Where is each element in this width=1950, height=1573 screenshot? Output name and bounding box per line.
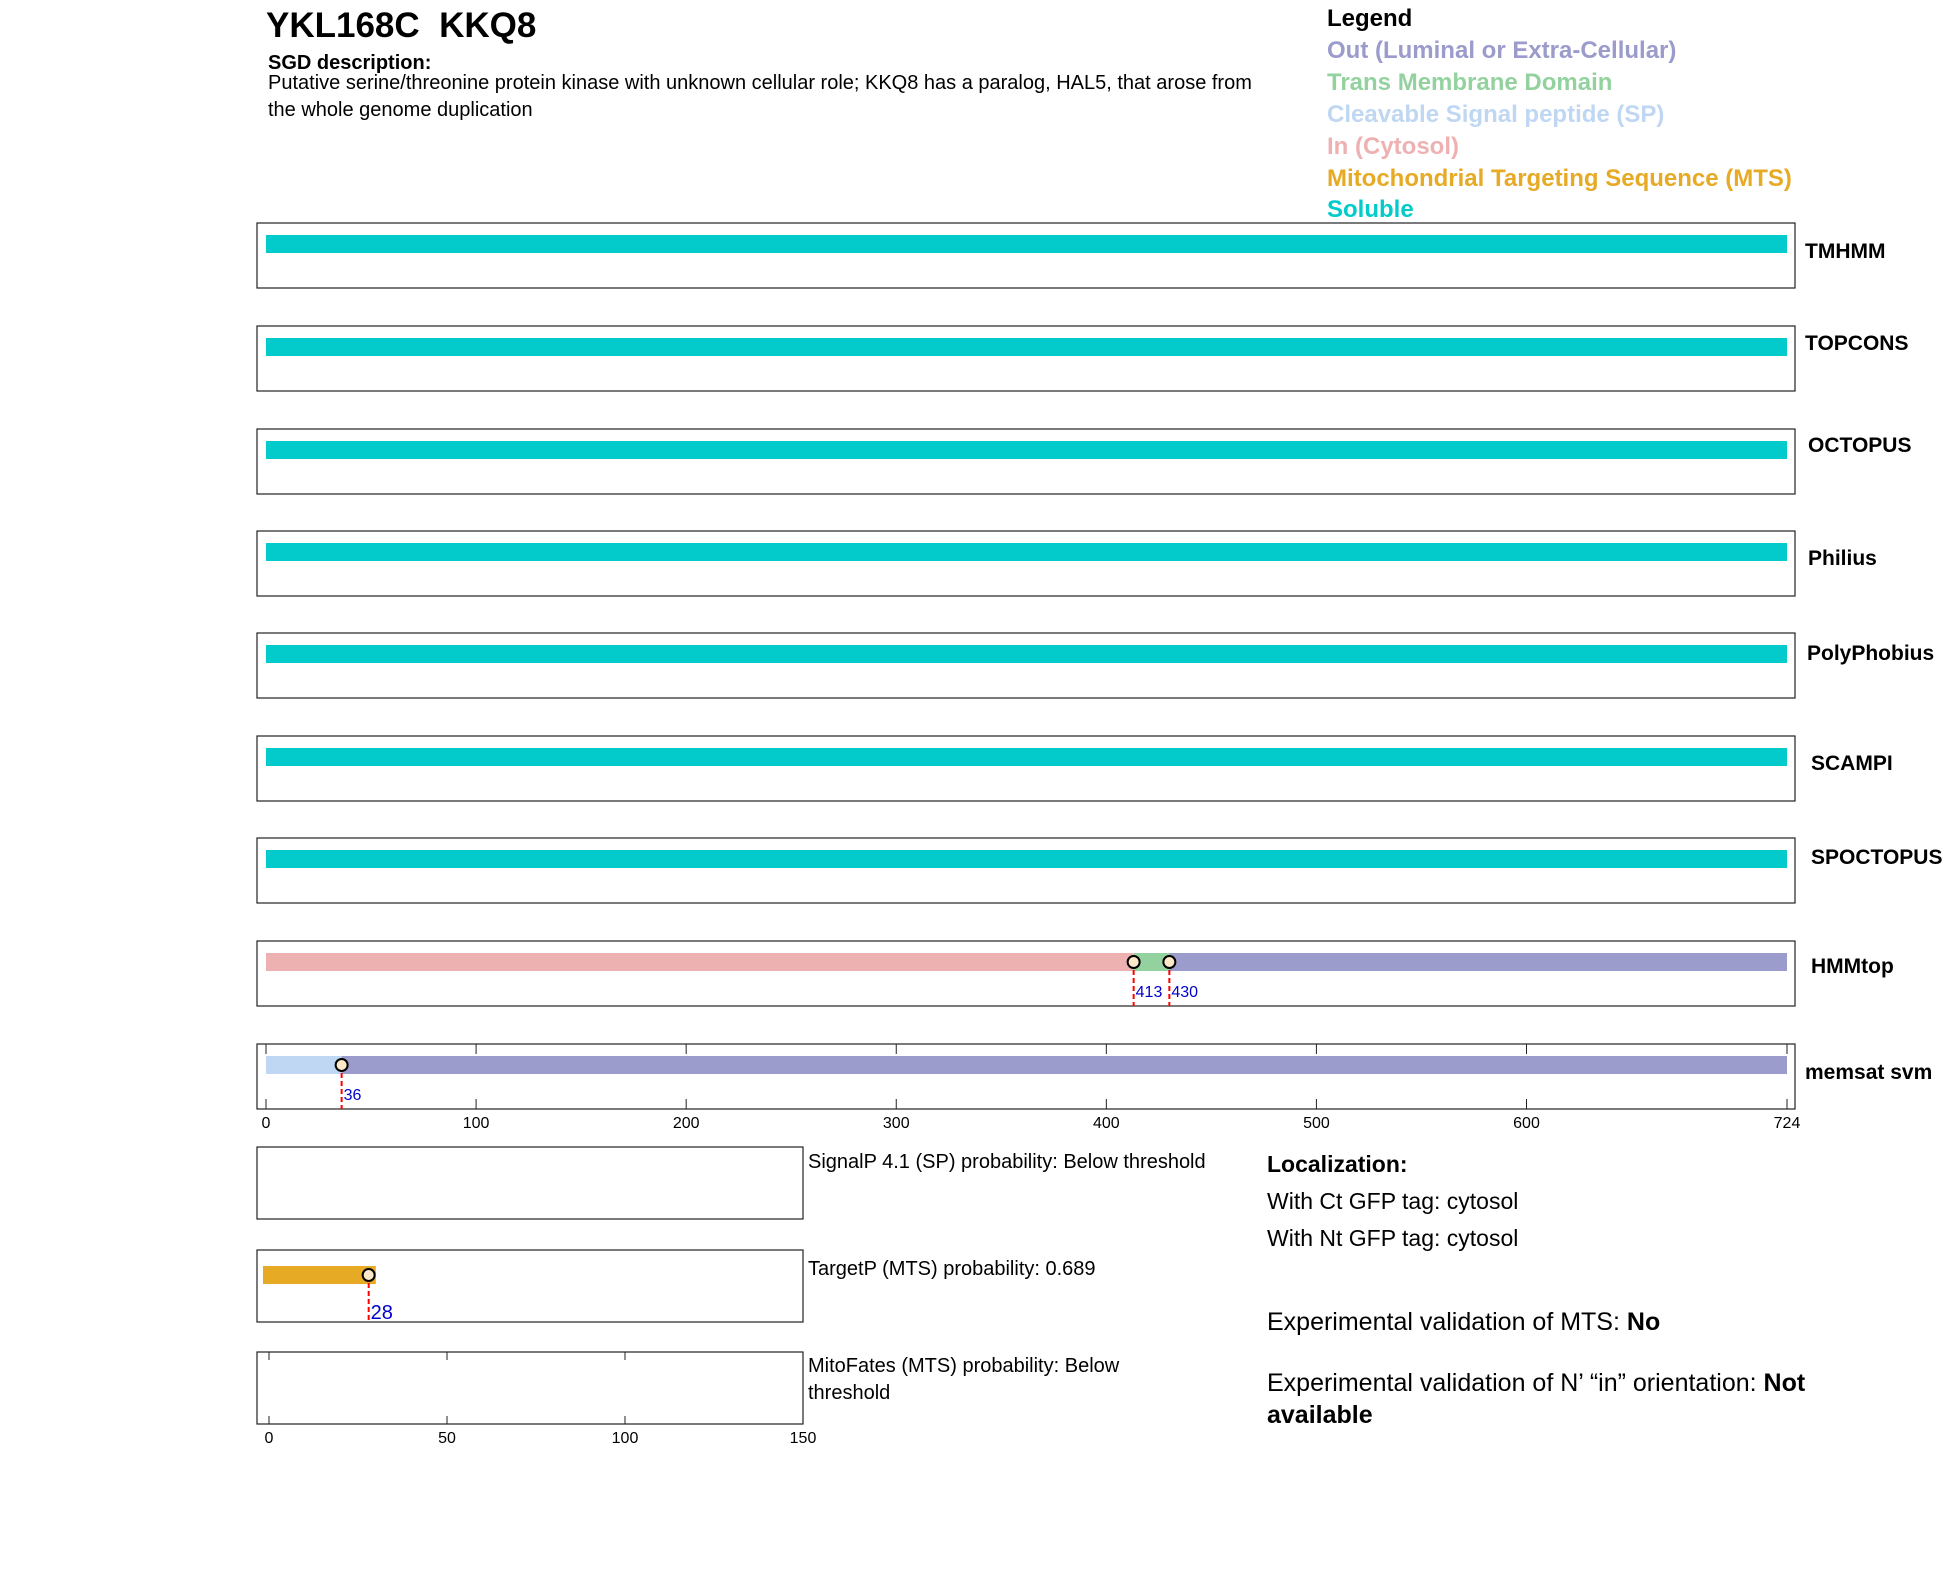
sgd-description-text: Putative serine/threonine protein kinase with unknown cellular role; KKQ8 has a paralog, HAL5, that arose from the whole genome duplication	[268, 72, 1252, 121]
small-tick-label-1: 50	[438, 1430, 456, 1447]
tick-label-6: 600	[1513, 1115, 1540, 1132]
marker-label-hmmtop-1: 430	[1171, 984, 1199, 1001]
legend-item-out: Out (Luminal or Extra-Cellular)	[1327, 37, 1677, 64]
track-box-polyphobius	[257, 633, 1795, 698]
marker-label-memsat-svm-0: 36	[343, 1087, 362, 1104]
small-box-mitofates	[257, 1352, 803, 1424]
signalp-text: SignalP 4.1 (SP) probability: Below threshold	[808, 1151, 1206, 1173]
small-box-signalp	[257, 1147, 803, 1219]
track-label-scampi: SCAMPI	[1811, 752, 1893, 775]
experimental-mts-label: Experimental validation of MTS:	[1267, 1308, 1627, 1336]
segment-topcons-0	[266, 338, 1787, 356]
tick-label-5: 500	[1303, 1115, 1330, 1132]
experimental-nin-label: Experimental validation of N’ “in” orientation:	[1267, 1369, 1764, 1397]
small-segment-targetp-0	[263, 1266, 376, 1284]
segment-memsat-svm-1	[342, 1056, 1787, 1074]
track-box-spoctopus	[257, 838, 1795, 903]
small-tick-label-3: 150	[789, 1430, 817, 1447]
tick-label-1: 100	[462, 1115, 490, 1132]
small-marker-label-targetp-0: 28	[370, 1302, 393, 1324]
track-box-hmmtop	[257, 941, 1795, 1006]
segment-hmmtop-0	[266, 953, 1134, 971]
localization-ct: With Ct GFP tag: cytosol	[1267, 1188, 1519, 1214]
marker-circle-hmmtop-1	[1163, 956, 1175, 968]
gene-title: YKL168C KKQ8	[266, 6, 537, 45]
track-box-philius	[257, 531, 1795, 596]
tick-label-2: 200	[672, 1115, 700, 1132]
localization-title: Localization:	[1267, 1151, 1408, 1177]
marker-circle-hmmtop-0	[1128, 956, 1140, 968]
segment-memsat-svm-0	[266, 1056, 342, 1074]
legend-item-soluble: Soluble	[1327, 196, 1414, 223]
legend-item-in: In (Cytosol)	[1327, 133, 1459, 160]
tick-label-0: 0	[261, 1115, 271, 1132]
marker-label-hmmtop-0: 413	[1135, 984, 1163, 1001]
marker-circle-memsat-svm-0	[336, 1059, 348, 1071]
track-box-scampi	[257, 736, 1795, 801]
segment-spoctopus-0	[266, 850, 1787, 868]
track-label-memsat-svm: memsat svm	[1805, 1061, 1933, 1084]
track-box-memsat-svm	[257, 1044, 1795, 1109]
track-box-tmhmm	[257, 223, 1795, 288]
track-label-polyphobius: PolyPhobius	[1807, 642, 1935, 665]
segment-tmhmm-0	[266, 235, 1787, 253]
experimental-mts	[1267, 1308, 1660, 1337]
mitofates-text: MitoFates (MTS) probability: Below threshold	[808, 1355, 1120, 1404]
track-label-topcons: TOPCONS	[1805, 332, 1909, 355]
experimental-mts-value: No	[1626, 1308, 1661, 1336]
tick-label-4: 400	[1092, 1115, 1120, 1132]
targetp-text: TargetP (MTS) probability: 0.689	[808, 1258, 1096, 1280]
segment-polyphobius-0	[266, 645, 1787, 663]
legend-item-tm: Trans Membrane Domain	[1327, 69, 1613, 96]
track-label-hmmtop: HMMtop	[1811, 955, 1894, 978]
small-tick-label-0: 0	[264, 1430, 274, 1447]
track-box-topcons	[257, 326, 1795, 391]
experimental-nin-value: Not available	[1267, 1369, 1806, 1429]
track-label-tmhmm: TMHMM	[1805, 240, 1886, 263]
localization-nt: With Nt GFP tag: cytosol	[1267, 1225, 1519, 1251]
segment-scampi-0	[266, 748, 1787, 766]
tick-label-3: 300	[882, 1115, 910, 1132]
segment-philius-0	[266, 543, 1787, 561]
experimental-nin	[1267, 1367, 1847, 1431]
legend-item-sp: Cleavable Signal peptide (SP)	[1327, 101, 1665, 128]
small-marker-circle-targetp-0	[363, 1269, 375, 1281]
track-label-octopus: OCTOPUS	[1808, 434, 1912, 457]
small-tick-label-2: 100	[611, 1430, 639, 1447]
tick-label-7: 724	[1773, 1115, 1801, 1132]
legend-title: Legend	[1327, 5, 1413, 32]
sgd-description-label: SGD description:	[268, 52, 432, 74]
segment-hmmtop-2	[1169, 953, 1787, 971]
track-box-octopus	[257, 429, 1795, 494]
segment-octopus-0	[266, 441, 1787, 459]
track-label-spoctopus: SPOCTOPUS	[1811, 846, 1943, 869]
track-label-philius: Philius	[1808, 547, 1877, 570]
legend-item-mts: Mitochondrial Targeting Sequence (MTS)	[1327, 165, 1792, 192]
small-box-targetp	[257, 1250, 803, 1322]
